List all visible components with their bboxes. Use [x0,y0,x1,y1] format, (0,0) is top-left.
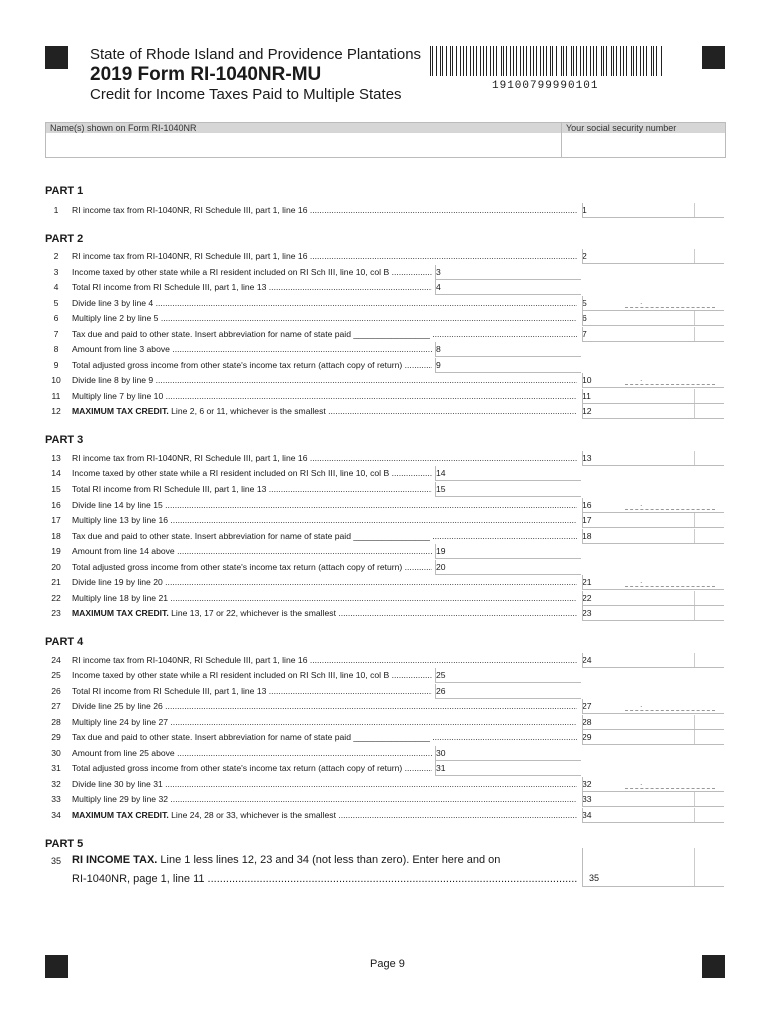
line-box-label: 14 [436,468,446,478]
line-2-amount-field[interactable] [582,249,724,264]
registration-mark-top-left [45,46,68,69]
line-number: 18 [51,531,61,541]
line-description [72,451,577,465]
line-text: Tax due and paid to other state. Insert abbreviation for name of state paid ________________ [72,329,430,339]
line-box-label: 25 [436,670,446,680]
registration-mark-bottom-left [45,955,68,978]
line-text: Multiply line 18 by line 21 [72,593,169,603]
line-description [72,544,432,558]
line-14-amount-field[interactable] [435,466,581,481]
line-35-text [72,854,500,866]
line-35-bold: RI INCOME TAX. [72,854,158,866]
line-text: RI income tax from RI-1040NR, RI Schedule III, part 1, line 16 [72,251,308,261]
line-description [72,575,577,589]
line-description [72,606,577,620]
line-box-label: 4 [436,282,441,292]
line-number: 25 [51,670,61,680]
line-bold-label: MAXIMUM TAX CREDIT. [72,406,169,416]
line-text: Multiply line 7 by line 10 [72,391,164,401]
line-box-label: 23 [582,608,592,618]
line-box-label: 8 [436,344,441,354]
ssn-field[interactable] [562,133,724,156]
line-box-label: 2 [582,251,587,261]
line-text: RI income tax from RI-1040NR, RI Schedule III, part 1, line 16 [72,453,308,463]
line-16-amount-field[interactable] [582,498,724,513]
line-box-label: 21 [582,577,592,587]
line-box-label: 31 [436,763,446,773]
line-34-amount-field[interactable] [582,808,724,823]
line-box-label: 13 [582,453,592,463]
decimal-point: . [640,699,643,709]
line-box-label: 11 [582,391,591,401]
form-line-3 [45,265,725,279]
line-number: 14 [51,468,61,478]
line-description [72,389,577,403]
line-text: Total adjusted gross income from other state's income tax return (attach copy of return) [72,562,403,572]
line-description [72,296,577,310]
part-1-heading: PART 1 [45,185,84,197]
line-number: 28 [51,717,61,727]
line-box-label: 7 [582,329,587,339]
line-text: Total RI income from RI Schedule III, part 1, line 13 [72,282,267,292]
decimal-point: . [640,575,643,585]
line-box-label: 17 [582,515,592,525]
line-box-label: 22 [582,593,592,603]
line-text: Amount from line 14 above [72,546,175,556]
line-28-amount-field[interactable] [582,715,724,730]
line-text: Multiply line 29 by line 32 [72,794,169,804]
line-35-desc: Line 1 less lines 12, 23 and 34 (not less than zero). Enter here and on [157,854,501,866]
line-12-amount-field[interactable] [582,404,724,419]
line-box-label: 12 [582,406,592,416]
part-3-heading: PART 3 [45,434,84,446]
line-description [72,684,432,698]
line-number: 20 [51,562,61,572]
line-box-label: 18 [582,531,592,541]
line-description [72,699,577,713]
line-description [72,761,432,775]
line-number: 9 [53,360,59,370]
line-description [72,498,577,512]
line-text: Multiply line 13 by line 16 [72,515,169,525]
line-text: Line 24, 28 or 33, whichever is the smallest [168,810,336,820]
line-8-amount-field[interactable] [435,342,581,357]
line-box-label: 33 [582,794,592,804]
line-description [72,777,577,791]
ssn-label: Your social security number [566,123,677,133]
line-6-amount-field[interactable] [582,311,724,326]
line-bold-label: MAXIMUM TAX CREDIT. [72,810,169,820]
line-description [72,808,577,822]
line-box-label: 24 [582,655,592,665]
line-13-amount-field[interactable] [582,451,724,466]
line-text: RI income tax from RI-1040NR, RI Schedule III, part 1, line 16 [72,655,308,665]
line-bold-label: MAXIMUM TAX CREDIT. [72,608,169,618]
line-text: Line 13, 17 or 22, whichever is the smallest [168,608,336,618]
line-number: 12 [51,406,61,416]
line-description [72,373,577,387]
line-description [72,404,577,418]
line-number: 30 [51,748,61,758]
line-number: 1 [53,205,59,215]
line-number: 2 [53,251,59,261]
line-18-amount-field[interactable] [582,529,724,544]
line-text: Tax due and paid to other state. Insert abbreviation for name of state paid ________________ [72,732,430,742]
line-33-amount-field[interactable] [582,792,724,807]
form-line-31 [45,761,725,775]
line-number: 26 [51,686,61,696]
line-box-label: 34 [582,810,592,820]
line-text: Income taxed by other state while a RI resident included on RI Sch III, line 10, col B [72,267,390,277]
form-line-30 [45,746,725,760]
line-description [72,560,432,574]
names-label: Name(s) shown on Form RI-1040NR [50,123,197,133]
line-number: 17 [51,515,61,525]
line-20-amount-field[interactable] [435,560,581,575]
line-number: 5 [53,298,59,308]
line-number: 33 [51,794,61,804]
form-line-8 [45,342,725,356]
line-number: 4 [53,282,59,292]
line-description [72,482,432,496]
line-box-label: 26 [436,686,446,696]
line-description [72,342,432,356]
line-35-text-2: RI-1040NR, page 1, line 11 ..... [72,873,578,885]
line-box-label: 6 [582,313,587,323]
line-number: 7 [53,329,59,339]
line-box-label: 10 [582,375,592,385]
line-number: 22 [51,593,61,603]
line-description [72,730,577,744]
line-number: 16 [51,500,61,510]
form-line-26 [45,684,725,698]
line-description [72,311,577,325]
barcode-number: 19100799990101 [492,80,599,92]
line-description [72,653,577,667]
line-box-label: 27 [582,701,592,711]
line-text: Divide line 30 by line 31 [72,779,163,789]
line-description [72,529,577,543]
decimal-point: . [640,777,643,787]
line-number: 21 [51,577,61,587]
line-text: Total adjusted gross income from other state's income tax return (attach copy of return) [72,360,403,370]
line-text: Divide line 8 by line 9 [72,375,154,385]
line-32-amount-field[interactable] [582,777,724,792]
line-text: RI income tax from RI-1040NR, RI Schedule III, part 1, line 16 [72,205,308,215]
line-text: Multiply line 24 by line 27 [72,717,169,727]
line-number: 31 [51,763,61,773]
form-line-14 [45,466,725,480]
line-box-label: 30 [436,748,446,758]
line-4-amount-field[interactable] [435,280,581,295]
line-description [72,591,577,605]
line-number: 10 [51,375,61,385]
line-description [72,358,432,372]
form-line-25 [45,668,725,682]
line-11-amount-field[interactable] [582,389,724,404]
line-35-amount-field[interactable] [582,848,724,887]
line-17-amount-field[interactable] [582,513,724,528]
line-box-label: 15 [436,484,446,494]
line-21-amount-field[interactable] [582,575,724,590]
line-number: 8 [53,344,59,354]
line-7-state-abbrev-field[interactable] [427,327,491,340]
decimal-point: . [640,498,643,508]
line-23-amount-field[interactable] [582,606,724,621]
decimal-point: . [640,373,643,383]
state-name: State of Rhode Island and Providence Plantations [90,46,422,63]
line-description [72,280,432,294]
line-19-amount-field[interactable] [435,544,581,559]
registration-mark-top-right [702,46,725,69]
form-line-20 [45,560,725,574]
line-number: 34 [51,810,61,820]
line-number: 27 [51,701,61,711]
line-description [72,327,577,341]
registration-mark-bottom-right [702,955,725,978]
line-number: 11 [51,391,61,401]
line-27-amount-field[interactable] [582,699,724,714]
part-2-heading: PART 2 [45,233,84,245]
line-10-amount-field[interactable] [582,373,724,388]
part-4-heading: PART 4 [45,636,84,648]
line-15-amount-field[interactable] [435,482,581,497]
line-1-amount-field[interactable] [582,203,724,218]
line-description [72,249,577,263]
line-description [72,792,577,806]
line-description [72,466,432,480]
line-text: Tax due and paid to other state. Insert abbreviation for name of state paid ________________ [72,531,430,541]
form-subtitle: Credit for Income Taxes Paid to Multiple States [90,86,402,103]
line-number: 15 [51,484,61,494]
line-31-amount-field[interactable] [435,761,581,776]
names-field[interactable] [46,133,560,156]
line-text: Line 2, 6 or 11, whichever is the smallest [168,406,326,416]
line-30-amount-field[interactable] [435,746,581,761]
line-text: Divide line 3 by line 4 [72,298,154,308]
form-line-19 [45,544,725,558]
form-title: 2019 Form RI-1040NR-MU [90,64,322,85]
line-text: Multiply line 2 by line 5 [72,313,159,323]
line-text: Divide line 14 by line 15 [72,500,163,510]
barcode [430,46,662,76]
line-text: Amount from line 25 above [72,748,175,758]
line-box-label: 32 [582,779,592,789]
line-text: Total RI income from RI Schedule III, part 1, line 13 [72,686,267,696]
line-text: Total adjusted gross income from other state's income tax return (attach copy of return) [72,763,403,773]
line-description [72,746,432,760]
line-box-label: 1 [582,205,587,215]
line-3-amount-field[interactable] [435,265,581,280]
line-29-amount-field[interactable] [582,730,724,745]
line-29-state-abbrev-field[interactable] [427,730,491,743]
line-9-amount-field[interactable] [435,358,581,373]
page-number: Page 9 [370,958,405,970]
part-5-heading: PART 5 [45,838,84,850]
line-description [72,203,577,217]
line-number: 13 [51,453,61,463]
line-text: Divide line 19 by line 20 [72,577,163,587]
line-22-amount-field[interactable] [582,591,724,606]
line-box-label: 3 [436,267,441,277]
form-line-9 [45,358,725,372]
form-line-4 [45,280,725,294]
line-26-amount-field[interactable] [435,684,581,699]
line-box-label: 20 [436,562,446,572]
line-7-amount-field[interactable] [582,327,724,342]
line-box-label: 9 [436,360,441,370]
line-35-number: 35 [50,856,61,866]
line-5-amount-field[interactable] [582,296,724,311]
line-text: Income taxed by other state while a RI resident included on RI Sch III, line 10, col B [72,468,390,478]
line-text: Income taxed by other state while a RI resident included on RI Sch III, line 10, col B [72,670,390,680]
line-number: 19 [51,546,61,556]
line-number: 3 [53,267,59,277]
line-box-label: 19 [436,546,446,556]
decimal-point: . [640,296,643,306]
line-text: Total RI income from RI Schedule III, part 1, line 13 [72,484,267,494]
line-box-label: 5 [582,298,587,308]
line-text: Amount from line 3 above [72,344,170,354]
line-text: Divide line 25 by line 26 [72,701,163,711]
line-description [72,715,577,729]
line-number: 29 [51,732,61,742]
line-25-amount-field[interactable] [435,668,581,683]
line-box-label: 29 [582,732,592,742]
line-number: 24 [51,655,61,665]
line-number: 23 [51,608,61,618]
line-24-amount-field[interactable] [582,653,724,668]
line-box-label: 16 [582,500,592,510]
form-line-15 [45,482,725,496]
line-description [72,513,577,527]
line-description [72,668,432,682]
line-35-box-label: 35 [589,873,600,883]
line-number: 32 [51,779,61,789]
line-description [72,265,432,279]
line-box-label: 28 [582,717,592,727]
line-18-state-abbrev-field[interactable] [427,529,491,542]
line-number: 6 [53,313,59,323]
